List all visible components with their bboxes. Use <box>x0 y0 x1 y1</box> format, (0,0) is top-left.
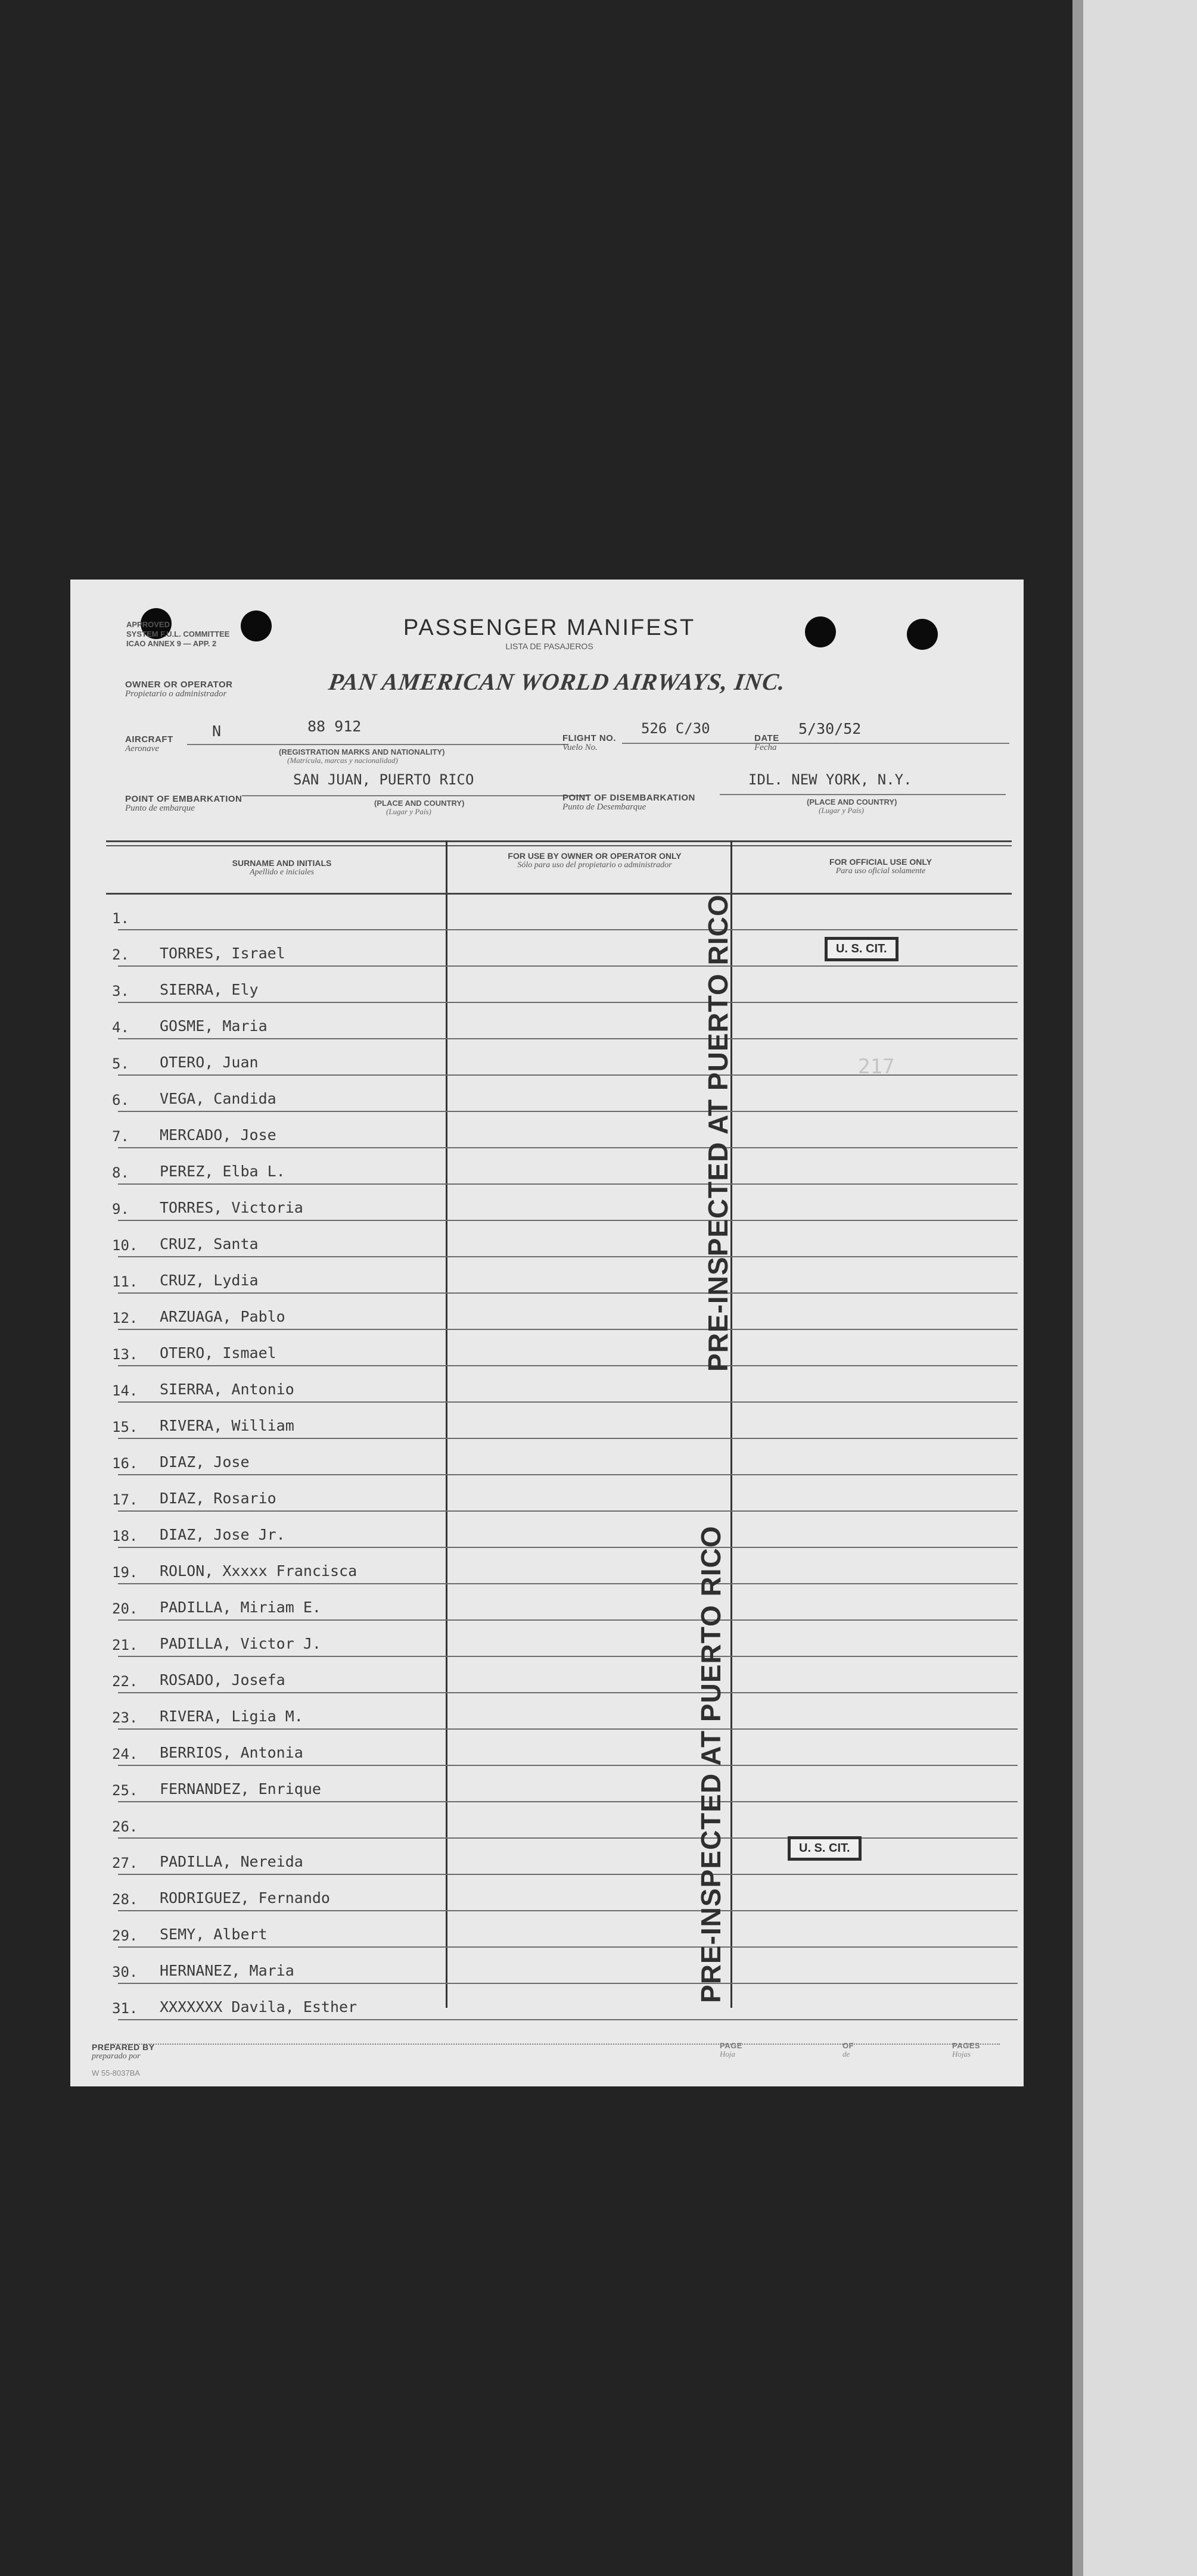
table-row <box>106 1730 1024 1766</box>
row-number: 14. <box>112 1382 138 1399</box>
aircraft-underline <box>187 744 568 745</box>
row-number: 15. <box>112 1419 138 1435</box>
table-row <box>106 967 1024 1003</box>
table-row <box>106 1802 1024 1839</box>
form-subtitle: LISTA DE PASAJEROS <box>505 641 593 651</box>
approval-line-3: ICAO ANNEX 9 — APP. 2 <box>126 639 217 648</box>
punch-hole-4 <box>907 619 938 650</box>
row-rule <box>118 2019 1018 2020</box>
row-number: 17. <box>112 1491 138 1508</box>
page-label: PAGE <box>720 2041 742 2050</box>
aircraft-prefix: N <box>212 722 222 740</box>
passenger-name: RIVERA, Ligia M. <box>160 1708 303 1725</box>
passenger-name: DIAZ, Rosario <box>160 1490 276 1507</box>
table-row <box>106 1366 1024 1403</box>
aircraft-number: 88 912 <box>307 718 362 735</box>
row-number: 6. <box>112 1092 129 1108</box>
row-number: 1. <box>112 910 129 927</box>
passenger-name: HERNANEZ, Maria <box>160 1962 294 1979</box>
table-row <box>106 1911 1024 1948</box>
passenger-name: CRUZ, Santa <box>160 1235 259 1253</box>
us-citizen-stamp-2: U. S. CIT. <box>788 1836 862 1861</box>
footer-rule <box>106 2044 1000 2045</box>
row-number: 5. <box>112 1055 129 1072</box>
flight-number: 526 C/30 <box>641 720 710 737</box>
of-label-es: de <box>842 2049 850 2058</box>
passenger-name: RIVERA, William <box>160 1417 294 1434</box>
table-row <box>106 1076 1024 1112</box>
passenger-name: CRUZ, Lydia <box>160 1272 259 1289</box>
film-edge-shade <box>1072 0 1083 2576</box>
place-note-1: (PLACE AND COUNTRY) <box>374 799 465 808</box>
of-label: OF <box>842 2041 854 2050</box>
aircraft-label: AIRCRAFT <box>125 734 173 745</box>
disembark-label-es: Punto de Desembarque <box>562 802 646 812</box>
table-top-rule-1 <box>106 840 1012 842</box>
passenger-name: FERNANDEZ, Enrique <box>160 1780 321 1798</box>
col-header-surname <box>130 858 434 877</box>
flight-label: FLIGHT NO. <box>562 733 616 743</box>
table-row <box>106 1439 1024 1475</box>
passenger-name: SIERRA, Antonio <box>160 1381 294 1398</box>
row-number: 8. <box>112 1164 129 1181</box>
form-code: W 55-8037BA <box>92 2069 140 2077</box>
form-title: PASSENGER MANIFEST <box>403 615 696 640</box>
aircraft-label-es: Aeronave <box>125 744 159 753</box>
row-number: 21. <box>112 1637 138 1653</box>
passenger-name: PADILLA, Victor J. <box>160 1635 321 1652</box>
row-number: 18. <box>112 1528 138 1544</box>
row-number: 26. <box>112 1818 138 1835</box>
registration-note: (REGISTRATION MARKS AND NATIONALITY) <box>279 747 445 756</box>
date-label: DATE <box>754 733 779 743</box>
table-row <box>106 894 1024 930</box>
owner-label-es: Propietario o administrador <box>125 689 227 699</box>
passenger-name: ROLON, Xxxxx Francisca <box>160 1562 357 1580</box>
col-header-surname-es: Apellido e iniciales <box>249 868 315 877</box>
pre-inspected-stamp-2: PRE-INSPECTED AT PUERTO RICO <box>695 1525 726 2003</box>
place-note-1-es: (Lugar y País) <box>386 807 431 816</box>
row-number: 27. <box>112 1855 138 1871</box>
punch-hole-2 <box>241 610 272 641</box>
owner-label: OWNER OR OPERATOR <box>125 680 233 690</box>
table-row <box>106 1294 1024 1330</box>
passenger-name: GOSME, Maria <box>160 1017 268 1035</box>
col-header-official-use-text: FOR OFFICIAL USE ONLY <box>829 857 932 867</box>
passenger-name: PADILLA, Miriam E. <box>160 1599 321 1616</box>
passenger-name: XXXXXXX Davila, Esther <box>160 1998 357 2016</box>
disembark-underline <box>720 794 1006 795</box>
passenger-name: BERRIOS, Antonia <box>160 1744 303 1761</box>
table-row <box>106 1875 1024 1911</box>
row-number: 22. <box>112 1673 138 1690</box>
embark-label: POINT OF EMBARKATION <box>125 794 242 804</box>
company-name: PAN AMERICAN WORLD AIRWAYS, INC. <box>327 668 788 695</box>
place-note-2: (PLACE AND COUNTRY) <box>807 798 897 806</box>
disembarkation-value: IDL. NEW YORK, N.Y. <box>748 771 912 788</box>
col-header-official-use <box>761 857 1000 876</box>
passenger-name: TORRES, Israel <box>160 945 285 962</box>
row-number: 31. <box>112 2000 138 2017</box>
punch-hole-3 <box>805 616 836 647</box>
row-number: 25. <box>112 1782 138 1799</box>
us-citizen-stamp-1: U. S. CIT. <box>825 937 898 961</box>
table-row <box>106 1548 1024 1584</box>
embarkation-value: SAN JUAN, PUERTO RICO <box>293 771 474 788</box>
passenger-name: RODRIGUEZ, Fernando <box>160 1889 330 1907</box>
row-number: 29. <box>112 1927 138 1944</box>
table-row <box>106 1693 1024 1730</box>
row-number: 24. <box>112 1746 138 1762</box>
date-label-es: Fecha <box>754 743 777 752</box>
flight-label-es: Vuelo No. <box>562 743 598 752</box>
row-number: 16. <box>112 1455 138 1472</box>
table-top-rule-2 <box>106 845 1012 846</box>
table-row <box>106 1657 1024 1693</box>
registration-note-es: (Matrícula, marcas y nacionalidad) <box>287 756 398 765</box>
passenger-name: ROSADO, Josefa <box>160 1671 285 1689</box>
table-row <box>106 1984 1024 2020</box>
row-number: 30. <box>112 1964 138 1980</box>
table-row <box>106 1948 1024 1984</box>
passenger-name: DIAZ, Jose <box>160 1453 250 1471</box>
col-header-owner-use-es: Sólo para uso del propietario o administrador <box>517 861 672 870</box>
page-label-es: Hoja <box>720 2049 735 2058</box>
row-number: 13. <box>112 1346 138 1363</box>
table-row <box>106 1839 1024 1875</box>
table-row <box>106 1185 1024 1221</box>
col-header-official-use-es: Para uso oficial solamente <box>835 867 926 876</box>
table-row <box>106 1512 1024 1548</box>
row-number: 10. <box>112 1237 138 1254</box>
row-number: 11. <box>112 1273 138 1290</box>
approval-line-2: SYSTEM F.U.L. COMMITTEE <box>126 630 230 638</box>
prepared-by-label-es: preparado por <box>92 2052 141 2061</box>
row-number: 7. <box>112 1128 129 1145</box>
table-row <box>106 1766 1024 1802</box>
col-header-owner-use <box>499 851 690 870</box>
passenger-name: DIAZ, Jose Jr. <box>160 1526 285 1543</box>
passenger-name: VEGA, Candida <box>160 1090 276 1107</box>
row-number: 28. <box>112 1891 138 1908</box>
passenger-name: SEMY, Albert <box>160 1926 268 1943</box>
table-row <box>106 1221 1024 1257</box>
table-row <box>106 1003 1024 1039</box>
passenger-name: ARZUAGA, Pablo <box>160 1308 285 1325</box>
row-number: 19. <box>112 1564 138 1581</box>
passenger-name: OTERO, Ismael <box>160 1344 276 1362</box>
passenger-name: MERCADO, Jose <box>160 1126 276 1144</box>
row-number: 20. <box>112 1600 138 1617</box>
approval-line-1: APPROVED <box>126 620 170 629</box>
col-header-owner-use-text: FOR USE BY OWNER OR OPERATOR ONLY <box>508 851 682 861</box>
passenger-name: PADILLA, Nereida <box>160 1853 303 1870</box>
disembark-label: POINT OF DISEMBARKATION <box>562 793 695 803</box>
passenger-name: PEREZ, Elba L. <box>160 1163 285 1180</box>
table-row <box>106 1475 1024 1512</box>
table-row <box>106 1403 1024 1439</box>
date-underline <box>783 743 1009 744</box>
row-number: 3. <box>112 983 129 999</box>
table-row <box>106 1621 1024 1657</box>
pages-label: PAGES <box>952 2041 981 2050</box>
embark-label-es: Punto de embarque <box>125 803 195 813</box>
row-number: 12. <box>112 1310 138 1326</box>
table-row <box>106 1257 1024 1294</box>
faint-number: 217 <box>858 1055 895 1079</box>
table-row <box>106 1330 1024 1366</box>
passenger-name: SIERRA, Ely <box>160 981 259 998</box>
col-header-surname-text: SURNAME AND INITIALS <box>232 858 332 868</box>
passenger-table <box>106 840 1024 2017</box>
row-number: 9. <box>112 1201 129 1217</box>
prepared-by-label: PREPARED BY <box>92 2042 155 2052</box>
pages-label-es: Hojas <box>952 2049 971 2058</box>
pre-inspected-stamp-1: PRE-INSPECTED AT PUERTO RICO <box>702 894 733 1372</box>
date-value: 5/30/52 <box>798 720 862 737</box>
passenger-name: TORRES, Victoria <box>160 1199 303 1216</box>
row-number: 23. <box>112 1709 138 1726</box>
passenger-name: OTERO, Juan <box>160 1054 259 1071</box>
manifest-sheet <box>70 580 1024 2086</box>
table-row <box>106 1148 1024 1185</box>
row-number: 2. <box>112 946 129 963</box>
row-number: 4. <box>112 1019 129 1036</box>
place-note-2-es: (Lugar y País) <box>819 806 864 815</box>
film-edge <box>1072 0 1197 2576</box>
table-row <box>106 1112 1024 1148</box>
table-row <box>106 1584 1024 1621</box>
embark-underline <box>242 795 587 796</box>
